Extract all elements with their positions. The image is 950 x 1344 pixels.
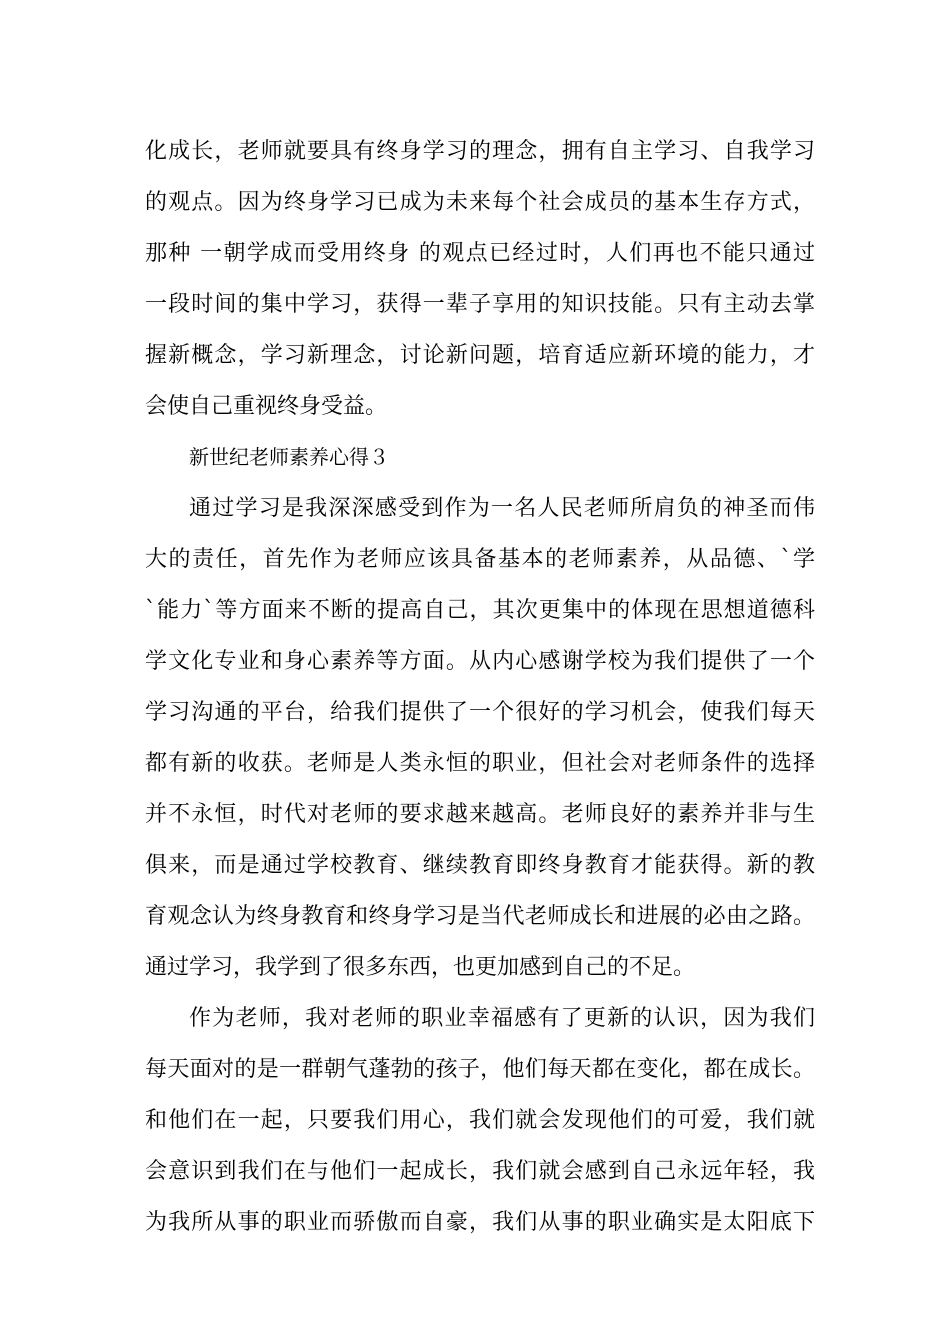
text-line: 会意识到我们在与他们一起成长，我们就会感到自己永远年轻，我 — [145, 1159, 815, 1184]
text-line: 并不永恒，时代对老师的要求越来越高。老师良好的素养并非与生 — [145, 802, 815, 827]
text-line: `能力`等方面来不断的提高自己，其次更集中的体现在思想道德科 — [145, 598, 815, 623]
section-heading: 新世纪老师素养心得３ — [189, 445, 389, 469]
text-line: 一段时间的集中学习，获得一辈子享用的知识技能。只有主动去掌 — [145, 292, 815, 317]
text-line: 和他们在一起，只要我们用心，我们就会发现他们的可爱，我们就 — [145, 1108, 815, 1133]
text-line: 握新概念，学习新理念，讨论新问题，培育适应新环境的能力，才 — [145, 343, 815, 368]
text-line: 学文化专业和身心素养等方面。从内心感谢学校为我们提供了一个 — [145, 649, 815, 674]
text-line: 化成长，老师就要具有终身学习的理念，拥有自主学习、自我学习 — [145, 139, 815, 164]
text-line: 作为老师，我对老师的职业幸福感有了更新的认识，因为我们 — [189, 1006, 815, 1031]
text-line: 通过学习，我学到了很多东西，也更加感到自己的不足。 — [145, 955, 696, 980]
text-line: 为我所从事的职业而骄傲而自豪，我们从事的职业确实是太阳底下 — [145, 1210, 815, 1235]
text-line: 那种 一朝学成而受用终身 的观点已经过时，人们再也不能只通过 — [145, 241, 815, 266]
text-line: 俱来，而是通过学校教育、继续教育即终身教育才能获得。新的教 — [145, 853, 815, 878]
text-line: 大的责任，首先作为老师应该具备基本的老师素养，从品德、`学 — [145, 547, 815, 572]
document-body — [145, 126, 815, 1248]
text-line: 的观点。因为终身学习已成为未来每个社会成员的基本生存方式， — [145, 190, 815, 215]
text-line: 育观念认为终身教育和终身学习是当代老师成长和进展的必由之路。 — [145, 904, 815, 929]
text-line: 学习沟通的平台，给我们提供了一个很好的学习机会，使我们每天 — [145, 700, 815, 725]
text-line: 都有新的收获。老师是人类永恒的职业，但社会对老师条件的选择 — [145, 751, 815, 776]
text-line: 通过学习是我深深感受到作为一名人民老师所肩负的神圣而伟 — [189, 496, 815, 521]
text-line: 会使自己重视终身受益。 — [145, 394, 388, 419]
text-line: 每天面对的是一群朝气蓬勃的孩子，他们每天都在变化，都在成长。 — [145, 1057, 815, 1082]
